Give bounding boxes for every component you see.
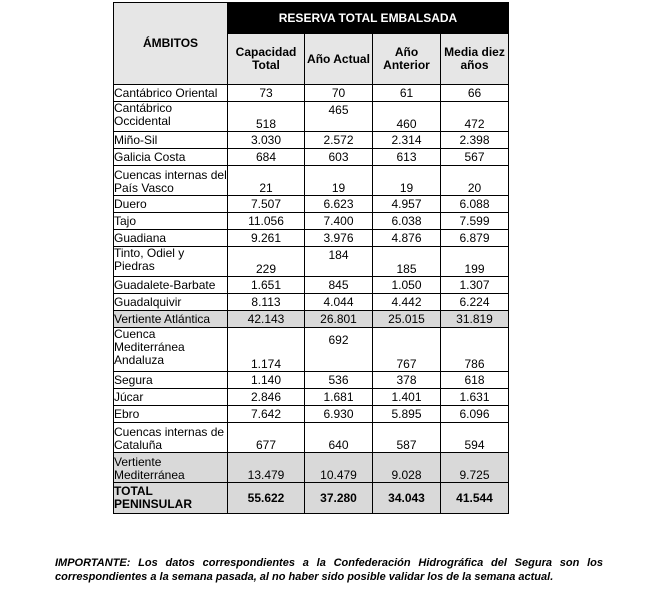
row-value: 199 (441, 247, 509, 277)
table-row (114, 328, 509, 372)
row-name: Ebro (114, 406, 228, 423)
row-value: 2.314 (373, 132, 441, 149)
row-value: 618 (441, 372, 509, 389)
row-value: 767 (373, 328, 441, 372)
row-name: Duero (114, 196, 228, 213)
row-value: 613 (373, 149, 441, 166)
row-value: 1.651 (228, 277, 305, 294)
row-value: 9.261 (228, 230, 305, 247)
row-value: 4.044 (305, 294, 373, 311)
row-name: Cuenca Mediterránea Andaluza (114, 328, 228, 372)
row-value: 70 (305, 85, 373, 102)
header-ano-actual: Año Actual (305, 34, 373, 85)
row-value: 567 (441, 149, 509, 166)
table-row (114, 213, 509, 230)
row-value: 6.224 (441, 294, 509, 311)
row-name: Cuencas internas de Cataluña (114, 423, 228, 453)
row-value: 7.642 (228, 406, 305, 423)
row-value: 37.280 (305, 483, 373, 514)
row-value: 378 (373, 372, 441, 389)
row-value: 7.599 (441, 213, 509, 230)
row-value: 786 (441, 328, 509, 372)
row-value: 34.043 (373, 483, 441, 514)
row-name: Vertiente Atlántica (114, 311, 228, 328)
note-label: IMPORTANTE: (55, 557, 131, 569)
header-reserva-total: RESERVA TOTAL EMBALSADA (228, 3, 509, 34)
table-row (114, 294, 509, 311)
row-value: 2.846 (228, 389, 305, 406)
table-row (114, 247, 509, 277)
row-value: 2.572 (305, 132, 373, 149)
row-value: 1.050 (373, 277, 441, 294)
important-note (55, 556, 603, 584)
row-name: Tajo (114, 213, 228, 230)
header-ambitos: ÁMBITOS (114, 3, 228, 85)
row-name: Galicia Costa (114, 149, 228, 166)
row-value: 19 (305, 166, 373, 196)
row-value: 1.681 (305, 389, 373, 406)
row-value: 1.631 (441, 389, 509, 406)
row-value: 20 (441, 166, 509, 196)
row-value: 9.028 (373, 453, 441, 483)
row-value: 518 (228, 102, 305, 132)
header-ano-anterior: Año Anterior (373, 34, 441, 85)
row-value: 7.400 (305, 213, 373, 230)
header-capacidad-total: Capacidad Total (228, 34, 305, 85)
row-name: Guadiana (114, 230, 228, 247)
row-value: 684 (228, 149, 305, 166)
row-name: Miño-Sil (114, 132, 228, 149)
row-value: 460 (373, 102, 441, 132)
row-value: 603 (305, 149, 373, 166)
row-value: 472 (441, 102, 509, 132)
row-value: 25.015 (373, 311, 441, 328)
row-value: 677 (228, 423, 305, 453)
row-name: Cuencas internas del País Vasco (114, 166, 228, 196)
row-value: 1.307 (441, 277, 509, 294)
row-value: 229 (228, 247, 305, 277)
row-value: 13.479 (228, 453, 305, 483)
table-row (114, 85, 509, 102)
reservoir-table (113, 2, 509, 514)
table-row (114, 483, 509, 514)
table-row (114, 423, 509, 453)
table-row (114, 311, 509, 328)
row-name: TOTAL PENINSULAR (114, 483, 228, 514)
row-name: Guadalquivir (114, 294, 228, 311)
row-name: Guadalete-Barbate (114, 277, 228, 294)
row-value: 4.957 (373, 196, 441, 213)
row-value: 10.479 (305, 453, 373, 483)
row-name: Júcar (114, 389, 228, 406)
row-value: 536 (305, 372, 373, 389)
row-value: 465 (305, 102, 373, 132)
table-row (114, 149, 509, 166)
row-value: 6.096 (441, 406, 509, 423)
row-value: 31.819 (441, 311, 509, 328)
row-value: 73 (228, 85, 305, 102)
row-value: 5.895 (373, 406, 441, 423)
row-value: 11.056 (228, 213, 305, 230)
row-value: 42.143 (228, 311, 305, 328)
table-body (114, 85, 509, 514)
row-value: 184 (305, 247, 373, 277)
row-value: 61 (373, 85, 441, 102)
row-value: 692 (305, 328, 373, 372)
row-value: 1.140 (228, 372, 305, 389)
row-value: 6.879 (441, 230, 509, 247)
row-name: Vertiente Mediterránea (114, 453, 228, 483)
row-value: 26.801 (305, 311, 373, 328)
row-value: 640 (305, 423, 373, 453)
table-row (114, 102, 509, 132)
note-text: Los datos correspondientes a la Confederación Hidrográfica del Segura son los correspondientes a la semana pasada, al no haber sido posible validar los de la semana actual. (55, 557, 603, 583)
table-row (114, 277, 509, 294)
row-value: 845 (305, 277, 373, 294)
table-row (114, 453, 509, 483)
row-value: 6.623 (305, 196, 373, 213)
row-value: 19 (373, 166, 441, 196)
table-row (114, 196, 509, 213)
table-row (114, 389, 509, 406)
table-row (114, 406, 509, 423)
table-row (114, 230, 509, 247)
row-value: 6.930 (305, 406, 373, 423)
row-value: 594 (441, 423, 509, 453)
row-name: Cantábrico Oriental (114, 85, 228, 102)
row-value: 55.622 (228, 483, 305, 514)
row-name: Tinto, Odiel y Piedras (114, 247, 228, 277)
header-media-diez-anos: Media diez años (441, 34, 509, 85)
row-value: 2.398 (441, 132, 509, 149)
table-row (114, 372, 509, 389)
row-value: 7.507 (228, 196, 305, 213)
table-row (114, 166, 509, 196)
row-value: 1.401 (373, 389, 441, 406)
row-name: Cantábrico Occidental (114, 102, 228, 132)
row-value: 9.725 (441, 453, 509, 483)
row-value: 21 (228, 166, 305, 196)
row-value: 41.544 (441, 483, 509, 514)
row-value: 185 (373, 247, 441, 277)
table-row (114, 132, 509, 149)
row-value: 6.038 (373, 213, 441, 230)
row-name: Segura (114, 372, 228, 389)
row-value: 3.030 (228, 132, 305, 149)
row-value: 587 (373, 423, 441, 453)
row-value: 8.113 (228, 294, 305, 311)
row-value: 66 (441, 85, 509, 102)
row-value: 4.442 (373, 294, 441, 311)
row-value: 1.174 (228, 328, 305, 372)
row-value: 6.088 (441, 196, 509, 213)
row-value: 3.976 (305, 230, 373, 247)
row-value: 4.876 (373, 230, 441, 247)
